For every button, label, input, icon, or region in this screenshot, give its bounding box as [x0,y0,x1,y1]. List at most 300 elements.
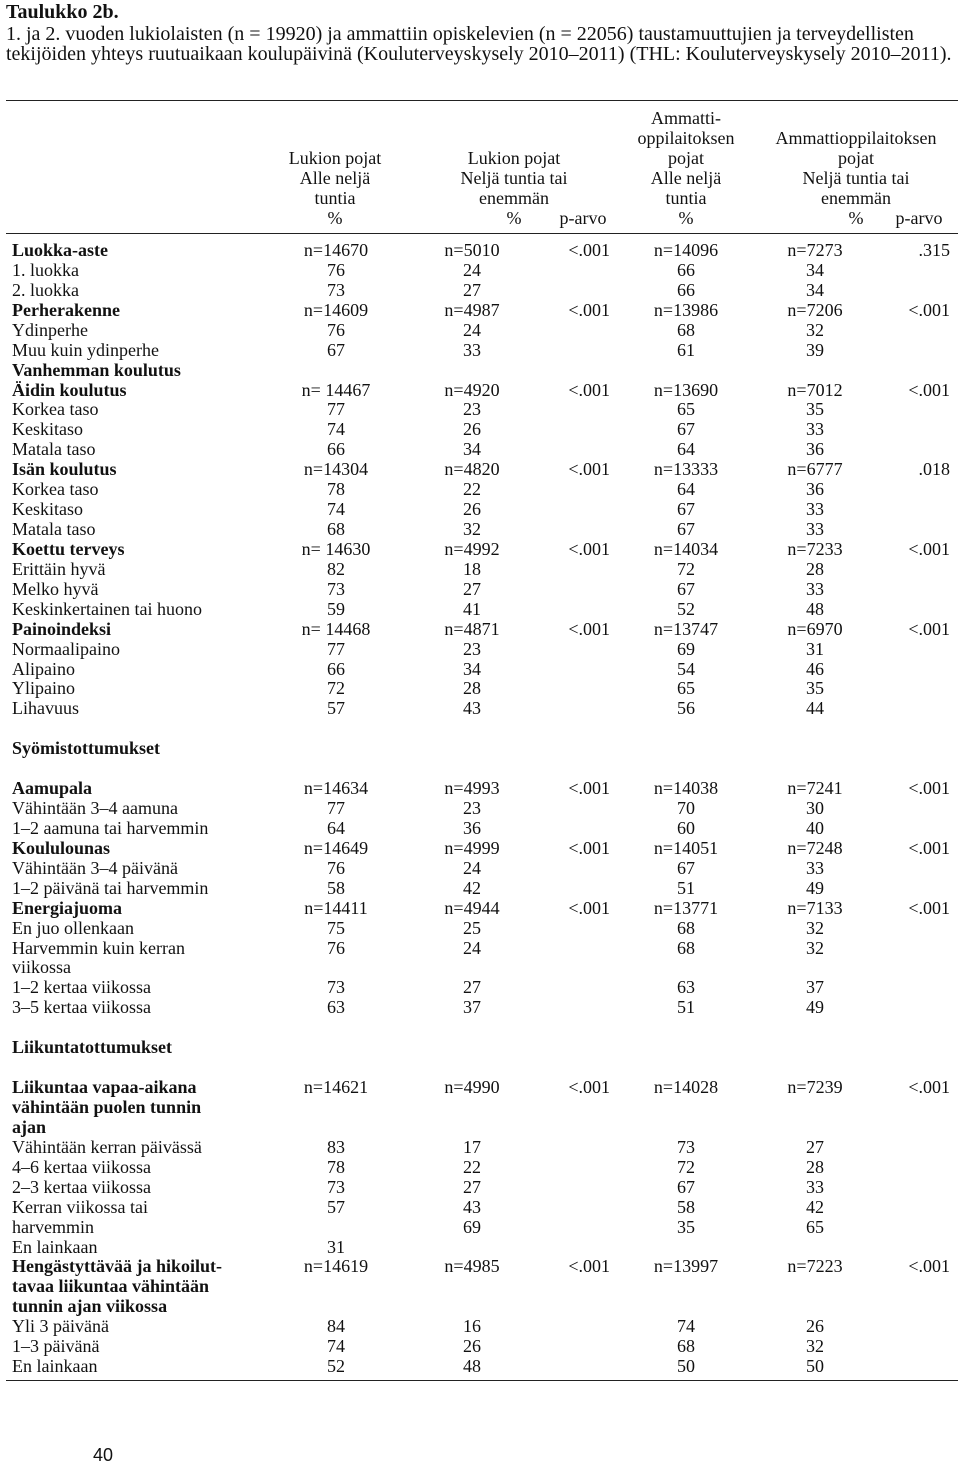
cell-lukio-under4: 82 [327,558,345,579]
column-header-line: tuntia [314,188,356,208]
cell-amm-over4: 35 [806,399,824,420]
cell-amm-under4: n=13986 [653,299,719,320]
table-row [0,1336,960,1356]
cell-lukio-under4: 76 [327,319,345,340]
cell-lukio-under4: 74 [327,499,345,520]
cell-lukio-over4: 69 [463,1216,481,1237]
cell-amm-p-value: <.001 [908,1077,950,1098]
table-row [0,1256,960,1276]
cell-amm-under4: 60 [677,817,695,838]
cell-lukio-over4: 34 [463,439,481,460]
row-label: Muu kuin ydinperhe [12,339,159,360]
cell-amm-under4: 68 [677,937,695,958]
table-row [0,240,960,260]
cell-lukio-over4: 26 [463,1336,481,1357]
column-header-line: Ammatti- [651,108,721,128]
cell-amm-over4: 33 [806,857,824,878]
row-label: 3–5 kertaa viikossa [12,997,151,1018]
row-label: Aamupala [12,778,93,799]
cell-lukio-under4: 73 [327,977,345,998]
cell-lukio-under4: 75 [327,917,345,938]
cell-amm-p-value: <.001 [908,1256,950,1277]
row-label: Ylipaino [12,678,75,699]
table-row [0,798,960,818]
table-row [0,419,960,439]
cell-amm-over4: 44 [806,698,824,719]
cell-amm-over4: 34 [806,279,824,300]
cell-lukio-over4: 23 [463,798,481,819]
row-label: Äidin koulutus [12,379,127,400]
cell-lukio-under4: n=14649 [303,837,369,858]
table-row [0,280,960,300]
cell-amm-over4: n=7273 [787,240,843,260]
cell-amm-over4: 35 [806,678,824,699]
cell-amm-over4: 50 [806,1356,824,1377]
cell-amm-under4: 67 [677,1176,695,1197]
cell-lukio-over4: 22 [463,479,481,500]
cell-amm-under4: 51 [677,997,695,1018]
column-header-line: Lukion pojat [467,148,561,168]
row-label: Liikuntatottumukset [12,1037,173,1058]
table-row [0,300,960,320]
cell-amm-p-value: <.001 [908,299,950,320]
cell-lukio-over4: 16 [463,1316,481,1337]
cell-amm-under4: 61 [677,339,695,360]
cell-lukio-over4: n=5010 [444,240,500,260]
cell-lukio-under4: 73 [327,279,345,300]
row-label: Koettu terveys [12,538,125,559]
table-row [0,1217,960,1237]
cell-lukio-p-value: <.001 [568,240,610,260]
cell-amm-over4: 32 [806,1336,824,1357]
cell-amm-over4: 33 [806,1176,824,1197]
cell-lukio-under4: 72 [327,678,345,699]
cell-amm-under4: 64 [677,439,695,460]
table-row [0,1316,960,1336]
column-header-line: oppilaitoksen [637,128,735,148]
cell-amm-over4: n=7239 [787,1077,843,1098]
cell-amm-over4: 28 [806,1156,824,1177]
cell-amm-over4: 31 [806,638,824,659]
cell-lukio-under4: 73 [327,578,345,599]
row-label: Perherakenne [12,299,120,320]
row-label: En lainkaan [12,1356,98,1377]
row-label: viikossa [12,957,72,978]
cell-lukio-under4: n= 14630 [301,538,371,559]
column-header-line: tuntia [665,188,707,208]
cell-amm-under4: 74 [677,1316,695,1337]
row-label: Yli 3 päivänä [12,1316,109,1337]
cell-lukio-under4: 77 [327,798,345,819]
cell-amm-over4: 26 [806,1316,824,1337]
table-row [0,957,960,977]
row-label: ajan [12,1116,47,1137]
row-label: harvemmin [12,1216,94,1237]
cell-lukio-over4: n=4993 [444,778,500,799]
cell-amm-p-value: <.001 [908,778,950,799]
cell-lukio-under4: 68 [327,519,345,540]
row-label: 2. luokka [12,279,79,300]
cell-lukio-over4: 22 [463,1156,481,1177]
cell-lukio-under4: 78 [327,1156,345,1177]
column-header-line: enemmän [821,188,891,208]
cell-amm-under4: 69 [677,638,695,659]
cell-lukio-over4: n=4999 [444,837,500,858]
row-label: Kerran viikossa tai [12,1196,148,1217]
row-label: Vähintään 3–4 aamuna [12,798,178,819]
table-row [0,678,960,698]
table-row [0,778,960,798]
cell-lukio-over4: 25 [463,917,481,938]
cell-amm-under4: n=14028 [653,1077,719,1098]
cell-amm-over4: 28 [806,558,824,579]
row-label: Korkea taso [12,479,99,500]
header-rule [6,233,958,234]
cell-lukio-under4: 63 [327,997,345,1018]
cell-amm-under4: 56 [677,698,695,719]
page-number: 40 [93,1445,114,1465]
cell-amm-over4: 40 [806,817,824,838]
cell-lukio-under4: 58 [327,877,345,898]
row-label: Ydinperhe [12,319,88,340]
table-label: Taulukko 2b. [6,1,119,23]
cell-lukio-under4: 57 [327,1196,345,1217]
table-row [0,599,960,619]
cell-amm-p-value: <.001 [908,618,950,639]
cell-amm-under4: 66 [677,279,695,300]
cell-amm-over4: 33 [806,578,824,599]
cell-lukio-over4: 23 [463,399,481,420]
cell-lukio-over4: 24 [463,319,481,340]
table-row [0,918,960,938]
row-label: Vanhemman koulutus [12,359,181,380]
cell-lukio-under4: 66 [327,439,345,460]
cell-lukio-under4: 64 [327,817,345,838]
cell-lukio-under4: 31 [327,1236,345,1257]
cell-amm-p-value: <.001 [908,897,950,918]
bottom-rule [6,1380,958,1381]
table-row [0,698,960,718]
cell-lukio-over4: 27 [463,578,481,599]
cell-amm-over4: 42 [806,1196,824,1217]
row-label: Keskinkertainen tai huono [12,598,202,619]
cell-lukio-under4: 77 [327,638,345,659]
cell-amm-over4: 32 [806,917,824,938]
cell-lukio-over4: 37 [463,997,481,1018]
cell-lukio-under4: n=14634 [303,778,369,799]
row-label: Painoindeksi [12,618,112,639]
cell-lukio-over4: n=4985 [444,1256,500,1277]
cell-amm-over4: n=7223 [787,1256,843,1277]
table-row [0,1237,960,1257]
row-label: 2–3 kertaa viikossa [12,1176,151,1197]
cell-lukio-over4: 34 [463,658,481,679]
cell-lukio-under4: n=14609 [303,299,369,320]
row-label: Normaalipaino [12,638,120,659]
table-row [0,1177,960,1197]
column-header-line: Alle neljä [299,168,371,188]
table-row [0,499,960,519]
table-row [0,519,960,539]
table-row [0,1097,960,1117]
row-label: Liikuntaa vapaa-aikana [12,1077,197,1098]
cell-lukio-over4: 36 [463,817,481,838]
table-row [0,1296,960,1316]
cell-lukio-under4: 73 [327,1176,345,1197]
cell-amm-under4: 73 [677,1136,695,1157]
row-label: 1. luokka [12,259,79,280]
cell-amm-under4: 68 [677,319,695,340]
column-unit: % [327,208,343,228]
row-label: Keskitaso [12,419,83,440]
row-label: 1–2 aamuna tai harvemmin [12,817,209,838]
table-row [0,758,960,778]
top-rule [6,100,958,101]
cell-lukio-under4: 77 [327,399,345,420]
cell-amm-under4: n=13997 [653,1256,719,1277]
column-unit: % [848,208,864,228]
row-label: Hengästyttävää ja hikoilut- [12,1256,223,1277]
column-header-line: Alle neljä [650,168,722,188]
cell-amm-under4: n=14038 [653,778,719,799]
cell-lukio-over4: 28 [463,678,481,699]
table-row [0,260,960,280]
table-row [0,380,960,400]
cell-amm-under4: 67 [677,499,695,520]
row-label: Melko hyvä [12,578,99,599]
cell-amm-over4: n=6777 [787,459,843,480]
table-row [0,340,960,360]
cell-amm-over4: 36 [806,479,824,500]
cell-amm-over4: 32 [806,937,824,958]
cell-lukio-under4: 66 [327,658,345,679]
cell-lukio-under4: 57 [327,698,345,719]
cell-lukio-over4: 27 [463,1176,481,1197]
table-row [0,639,960,659]
column-header-line: enemmän [479,188,549,208]
cell-lukio-over4: 33 [463,339,481,360]
table-row [0,459,960,479]
cell-amm-p-value: .315 [918,240,950,260]
cell-lukio-over4: 24 [463,857,481,878]
cell-lukio-p-value: <.001 [568,299,610,320]
cell-amm-p-value: <.001 [908,538,950,559]
row-label: 1–3 päivänä [12,1336,100,1357]
cell-amm-over4: n=7248 [787,837,843,858]
cell-lukio-over4: 24 [463,259,481,280]
cell-lukio-p-value: <.001 [568,778,610,799]
row-label: 1–2 kertaa viikossa [12,977,151,998]
table-row [0,320,960,340]
table-row [0,997,960,1017]
cell-lukio-under4: 76 [327,857,345,878]
cell-amm-over4: 49 [806,997,824,1018]
cell-amm-under4: 70 [677,798,695,819]
cell-amm-under4: 66 [677,259,695,280]
cell-amm-under4: 35 [677,1216,695,1237]
row-label: Lihavuus [12,698,79,719]
cell-lukio-p-value: <.001 [568,379,610,400]
row-label: Luokka-aste [12,240,109,260]
table-row [0,738,960,758]
cell-lukio-p-value: <.001 [568,618,610,639]
row-label: Vähintään 3–4 päivänä [12,857,178,878]
row-label: Koululounas [12,837,111,858]
row-label: Isän koulutus [12,459,117,480]
cell-amm-under4: n=14051 [653,837,719,858]
cell-lukio-under4: 78 [327,479,345,500]
cell-lukio-under4: 76 [327,937,345,958]
table-row [0,1157,960,1177]
table-row [0,539,960,559]
cell-lukio-under4: 74 [327,1336,345,1357]
table-row [0,898,960,918]
cell-lukio-over4: 26 [463,499,481,520]
cell-lukio-over4: n=4944 [444,897,500,918]
table-row [0,360,960,380]
cell-lukio-p-value: <.001 [568,1077,610,1098]
cell-lukio-under4: n= 14467 [301,379,371,400]
cell-amm-over4: 37 [806,977,824,998]
table-heading [6,0,956,64]
column-header-line: Neljä tuntia tai [802,168,910,188]
table-row [0,718,960,738]
cell-lukio-over4: 23 [463,638,481,659]
table-row [0,1017,960,1037]
cell-amm-under4: n=13747 [653,618,719,639]
table-row [0,1077,960,1097]
cell-lukio-p-value: <.001 [568,459,610,480]
cell-amm-under4: n=13690 [653,379,719,400]
table-row [0,838,960,858]
column-unit: % [506,208,522,228]
cell-lukio-over4: n=4987 [444,299,500,320]
cell-lukio-over4: 43 [463,698,481,719]
cell-lukio-over4: 26 [463,419,481,440]
cell-lukio-under4: 83 [327,1136,345,1157]
cell-amm-under4: 67 [677,419,695,440]
table-row [0,559,960,579]
cell-amm-under4: 52 [677,598,695,619]
table-row [0,1037,960,1057]
table-row [0,399,960,419]
cell-amm-p-value: <.001 [908,837,950,858]
cell-lukio-under4: n=14621 [303,1077,369,1098]
cell-amm-under4: 54 [677,658,695,679]
cell-amm-under4: 67 [677,578,695,599]
cell-lukio-under4: 52 [327,1356,345,1377]
cell-amm-under4: 63 [677,977,695,998]
cell-lukio-under4: n= 14468 [301,618,371,639]
cell-lukio-under4: 84 [327,1316,345,1337]
row-label: En juo ollenkaan [12,917,134,938]
cell-amm-over4: 32 [806,319,824,340]
cell-amm-under4: n=13771 [653,897,719,918]
cell-lukio-under4: 67 [327,339,345,360]
row-label: Matala taso [12,439,96,460]
row-label: Keskitaso [12,499,83,520]
cell-amm-under4: 65 [677,678,695,699]
cell-lukio-over4: 43 [463,1196,481,1217]
cell-amm-over4: n=7241 [787,778,843,799]
row-label: 4–6 kertaa viikossa [12,1156,151,1177]
cell-amm-over4: 39 [806,339,824,360]
table-row [0,439,960,459]
cell-lukio-over4: 18 [463,558,481,579]
cell-amm-over4: 33 [806,419,824,440]
cell-lukio-over4: 41 [463,598,481,619]
table-row [0,1117,960,1137]
column-header-line: pojat [668,148,704,168]
table-row [0,479,960,499]
cell-lukio-under4: n=14304 [303,459,369,480]
cell-lukio-over4: 42 [463,877,481,898]
cell-lukio-under4: 76 [327,259,345,280]
table-row [0,1137,960,1157]
table-row [0,858,960,878]
table-row [0,938,960,958]
row-label: Matala taso [12,519,96,540]
cell-amm-under4: n=13333 [653,459,719,480]
cell-lukio-over4: 32 [463,519,481,540]
cell-lukio-p-value: <.001 [568,538,610,559]
cell-amm-p-value: <.001 [908,379,950,400]
cell-amm-over4: 33 [806,499,824,520]
cell-amm-under4: 51 [677,877,695,898]
cell-lukio-under4: n=14411 [304,897,368,918]
cell-amm-under4: n=14096 [653,240,719,260]
cell-amm-under4: 50 [677,1356,695,1377]
table-row [0,878,960,898]
row-label: vähintään puolen tunnin [12,1096,202,1117]
cell-amm-under4: n=14034 [653,538,719,559]
table-row [0,579,960,599]
cell-lukio-p-value: <.001 [568,1256,610,1277]
cell-amm-under4: 64 [677,479,695,500]
cell-amm-over4: 30 [806,798,824,819]
p-value-header: p-arvo [895,208,943,228]
table-row [0,1057,960,1077]
table-caption: 1. ja 2. vuoden lukiolaisten (n = 19920) ja ammattiin opiskelevien (n = 22056) taustamuuttujien ja terveydellisten tekijöiden yhteys ruutuaikaan koulupäivinä (Kouluterveyskysely 2010–2011) (THL: Kouluterveyskysely 2010–2011). [6,23,952,65]
row-label: En lainkaan [12,1236,98,1257]
table-row [0,1197,960,1217]
cell-lukio-over4: 17 [463,1136,481,1157]
row-label: Korkea taso [12,399,99,420]
cell-lukio-under4: n=14619 [303,1256,369,1277]
cell-amm-over4: n=7233 [787,538,843,559]
cell-lukio-over4: 27 [463,279,481,300]
cell-lukio-over4: 48 [463,1356,481,1377]
table-row [0,818,960,838]
cell-lukio-over4: n=4920 [444,379,500,400]
cell-amm-over4: n=6970 [787,618,843,639]
table-row [0,619,960,639]
cell-amm-over4: 49 [806,877,824,898]
column-header-line: Lukion pojat [288,148,382,168]
cell-amm-over4: n=7206 [787,299,843,320]
p-value-header: p-arvo [559,208,607,228]
column-header-line: Ammattioppilaitoksen [775,128,937,148]
cell-amm-over4: 27 [806,1136,824,1157]
cell-amm-over4: 33 [806,519,824,540]
table-row [0,1356,960,1376]
cell-lukio-over4: 24 [463,937,481,958]
cell-lukio-over4: n=4820 [444,459,500,480]
row-label: 1–2 päivänä tai harvemmin [12,877,209,898]
row-label: Energiajuoma [12,897,122,918]
cell-amm-under4: 68 [677,1336,695,1357]
cell-amm-over4: 34 [806,259,824,280]
